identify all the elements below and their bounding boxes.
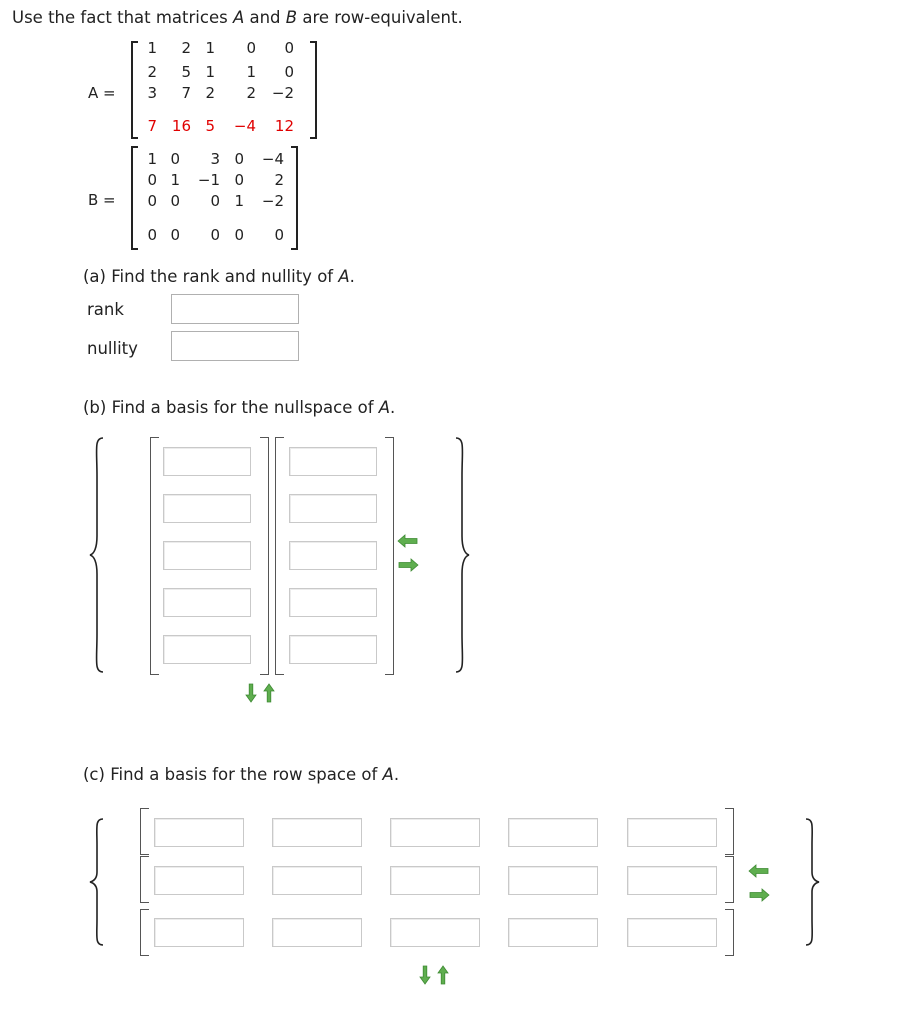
matrix-a-cell: 3	[147, 84, 157, 102]
matrix-b-cell: 0	[274, 226, 284, 244]
matrix-a-cell: 7	[147, 117, 157, 135]
nullspace-vector-right-bracket	[385, 437, 394, 675]
rowspace-vector-3-entry-4-input[interactable]	[508, 918, 598, 947]
matrix-a-cell: 12	[274, 117, 294, 135]
nullspace-vector-1-entry-4-input[interactable]	[163, 588, 251, 617]
matrix-a-cell: −2	[271, 84, 294, 102]
nullspace-vector-2-entry-2-input[interactable]	[289, 494, 377, 523]
matrix-b-cell: 0	[210, 226, 220, 244]
matrix-a-cell: 5	[181, 63, 191, 81]
nullspace-remove-row-icon[interactable]	[263, 683, 275, 703]
matrix-a-cell: 7	[181, 84, 191, 102]
rowspace-right-brace	[803, 817, 821, 947]
rowspace-vector-left-bracket	[140, 909, 149, 956]
matrix-b-cell: 1	[234, 192, 244, 210]
rowspace-vector-2-entry-1-input[interactable]	[154, 866, 244, 895]
matrix-b-cell: 1	[170, 171, 180, 189]
matrix-b-cell: 0	[170, 150, 180, 168]
rowspace-vector-1-entry-3-input[interactable]	[390, 818, 480, 847]
rowspace-vector-3-entry-5-input[interactable]	[627, 918, 717, 947]
matrix-a-cell: 1	[246, 63, 256, 81]
matrix-b-cell: −4	[261, 150, 284, 168]
rowspace-vector-right-bracket	[725, 856, 734, 903]
rowspace-vector-left-bracket	[140, 808, 149, 855]
nullspace-vector-2-entry-4-input[interactable]	[289, 588, 377, 617]
matrix-a-cell: 5	[205, 117, 215, 135]
intro-end: are row-equivalent.	[297, 8, 463, 27]
rowspace-vector-right-bracket	[725, 909, 734, 956]
rowspace-vector-right-bracket	[725, 808, 734, 855]
nullspace-vector-left-bracket	[275, 437, 284, 675]
rowspace-vector-3-entry-2-input[interactable]	[272, 918, 362, 947]
matrix-b-cell: 2	[274, 171, 284, 189]
matrix-a-left-bracket	[131, 41, 138, 139]
matrix-a-label: A =	[88, 84, 116, 102]
matrix-b-cell: 0	[234, 171, 244, 189]
matrix-a-cell: 1	[205, 63, 215, 81]
rowspace-vector-3-entry-3-input[interactable]	[390, 918, 480, 947]
rank-input[interactable]	[171, 294, 299, 324]
rowspace-left-brace	[88, 817, 106, 947]
matrix-b-cell: 0	[170, 226, 180, 244]
nullspace-remove-vector-icon[interactable]	[397, 534, 419, 548]
nullspace-vector-left-bracket	[150, 437, 159, 675]
intro-text: Use the fact that matrices	[12, 8, 233, 27]
matrix-b-cell: 0	[234, 226, 244, 244]
rowspace-vector-2-entry-3-input[interactable]	[390, 866, 480, 895]
nullspace-vector-right-bracket	[260, 437, 269, 675]
matrix-a-right-bracket	[310, 41, 317, 139]
matrix-a-cell: 2	[205, 84, 215, 102]
matrix-b-right-bracket	[291, 146, 298, 250]
part-b-prompt: (b) Find a basis for the nullspace of A.	[83, 398, 396, 417]
matrix-b-cell: −2	[261, 192, 284, 210]
nullspace-left-brace	[88, 436, 106, 674]
nullspace-vector-1-entry-1-input[interactable]	[163, 447, 251, 476]
matrix-b-cell: 0	[147, 171, 157, 189]
rowspace-vector-2-entry-5-input[interactable]	[627, 866, 717, 895]
rank-label: rank	[87, 300, 124, 319]
rowspace-vector-1-entry-1-input[interactable]	[154, 818, 244, 847]
problem-statement	[12, 8, 463, 27]
intro-and: and	[244, 8, 286, 27]
matrix-b-label: B =	[88, 191, 116, 209]
matrix-a-cell: 2	[147, 63, 157, 81]
nullspace-vector-1-entry-2-input[interactable]	[163, 494, 251, 523]
matrix-b-cell: 0	[170, 192, 180, 210]
matrix-a-cell: 0	[246, 39, 256, 57]
rowspace-remove-column-icon[interactable]	[748, 864, 770, 878]
matrix-b-cell: 0	[147, 226, 157, 244]
var-b: B	[285, 8, 298, 27]
var-a: A	[232, 8, 245, 27]
matrix-b-cell: 1	[147, 150, 157, 168]
matrix-b-left-bracket	[131, 146, 138, 250]
nullspace-vector-1-entry-3-input[interactable]	[163, 541, 251, 570]
rowspace-vector-1-entry-5-input[interactable]	[627, 818, 717, 847]
nullspace-add-row-icon[interactable]	[245, 683, 257, 703]
rowspace-add-vector-icon[interactable]	[419, 965, 431, 985]
rowspace-remove-vector-icon[interactable]	[437, 965, 449, 985]
matrix-b-cell: 0	[234, 150, 244, 168]
rowspace-vector-left-bracket	[140, 856, 149, 903]
nullity-input[interactable]	[171, 331, 299, 361]
nullspace-vector-2-entry-1-input[interactable]	[289, 447, 377, 476]
matrix-b-cell: −1	[197, 171, 220, 189]
nullspace-vector-2-entry-5-input[interactable]	[289, 635, 377, 664]
matrix-a-cell: 0	[284, 39, 294, 57]
matrix-a-cell: 0	[284, 63, 294, 81]
nullspace-right-brace	[453, 436, 471, 674]
rowspace-vector-3-entry-1-input[interactable]	[154, 918, 244, 947]
matrix-a-cell: 2	[246, 84, 256, 102]
nullspace-vector-2-entry-3-input[interactable]	[289, 541, 377, 570]
matrix-b-cell: 0	[210, 192, 220, 210]
matrix-b-cell: 3	[210, 150, 220, 168]
nullspace-vector-1-entry-5-input[interactable]	[163, 635, 251, 664]
matrix-a-cell: 1	[205, 39, 215, 57]
part-c-prompt: (c) Find a basis for the row space of A.	[83, 765, 400, 784]
nullspace-add-vector-icon[interactable]	[397, 558, 419, 572]
rowspace-vector-2-entry-2-input[interactable]	[272, 866, 362, 895]
rowspace-vector-1-entry-2-input[interactable]	[272, 818, 362, 847]
matrix-a-cell: −4	[233, 117, 256, 135]
rowspace-vector-2-entry-4-input[interactable]	[508, 866, 598, 895]
matrix-b-cell: 0	[147, 192, 157, 210]
rowspace-add-column-icon[interactable]	[748, 888, 770, 902]
part-a-prompt: (a) Find the rank and nullity of A.	[83, 267, 355, 286]
nullity-label: nullity	[87, 339, 138, 358]
matrix-a-cell: 16	[171, 117, 191, 135]
matrix-a-cell: 2	[181, 39, 191, 57]
matrix-a-cell: 1	[147, 39, 157, 57]
rowspace-vector-1-entry-4-input[interactable]	[508, 818, 598, 847]
